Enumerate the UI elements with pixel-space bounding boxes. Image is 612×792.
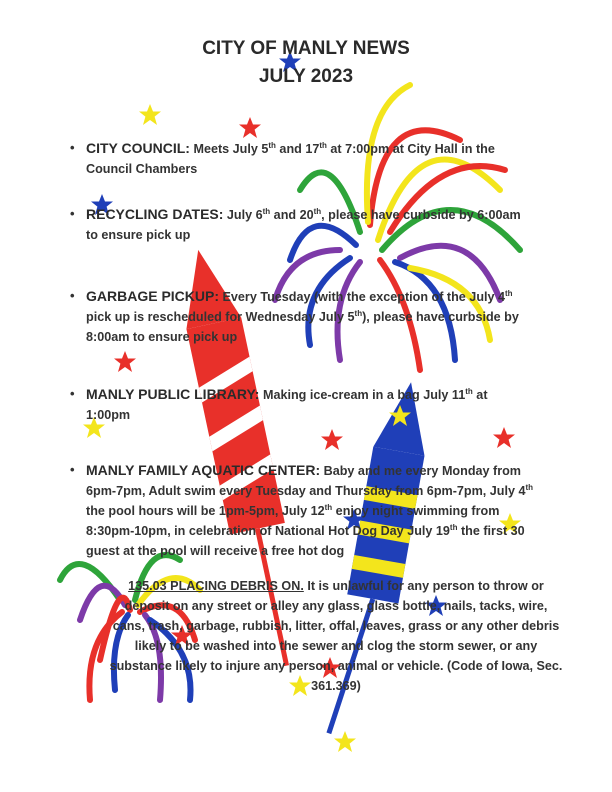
ordinal-suffix: th (324, 502, 333, 512)
ordinal-suffix: th (268, 140, 276, 150)
news-item-aquatic-center (70, 460, 534, 561)
item-heading: GARBAGE PICKUP: (86, 288, 220, 304)
item-text: Every Tuesday (with the exception of the July 4th pick up is rescheduled for Wednesday July 5th), please have curbside by 8:00am to ensure pick up (86, 288, 519, 344)
ordinal-suffix: th (525, 482, 534, 492)
ordinance-notice (108, 576, 564, 696)
ordinal-suffix: th (262, 206, 271, 216)
page-subtitle-date: JULY 2023 (258, 66, 354, 87)
bullet-icon: • (70, 140, 75, 155)
item-text: July 6th and 20th, please have curbside by 6:00am to ensure pick up (86, 206, 521, 242)
bullet-icon: • (70, 462, 75, 477)
ordinal-suffix: th (465, 386, 473, 396)
ordinal-suffix: th (313, 206, 322, 216)
ordinal-suffix: th (505, 288, 513, 298)
news-item-recycling (70, 204, 534, 245)
item-text: Meets July 5th and 17th at 7:00pm at City Hall in the Council Chambers (86, 140, 495, 176)
bullet-icon: • (70, 288, 75, 303)
ordinal-suffix: th (354, 308, 363, 318)
bullet-icon: • (70, 386, 75, 401)
item-heading: MANLY PUBLIC LIBRARY: (86, 386, 260, 402)
item-heading: MANLY FAMILY AQUATIC CENTER: (86, 462, 321, 478)
news-item-city-council (70, 138, 534, 179)
ordinance-heading: 135.03 PLACING DEBRIS ON. (128, 579, 304, 593)
item-heading: RECYCLING DATES: (86, 206, 224, 222)
item-text: Baby and me every Monday from 6pm-7pm, Adult swim every Tuesday and Thursday from 6pm-7pm, July 4th the pool hours will be 1pm-5pm, July 12th enjoy night swimming from 8:30pm-10pm, in celebration of National Hot Dog Day July 19th the first 30 guest at the pool will receive a free hot dog (86, 464, 534, 558)
news-item-garbage-pickup (70, 286, 534, 347)
ordinance-body: It is unlawful for any person to throw or deposit on any street or alley any glass, glass bottle, nails, tacks, wire, cans, trash, garbage, rubbish, litter, offal, leaves, grass or any other debris likely to be washed into the sewer and clog the storm sewer, or any substance likely to injure any person, animal or vehicle. (Code of Iowa, Sec. 361.369) (109, 579, 563, 693)
item-heading: CITY COUNCIL: (86, 140, 190, 156)
bullet-icon: • (70, 206, 75, 221)
item-text: Making ice-cream in a bag July 11th at 1:00pm (86, 386, 488, 422)
news-item-library (70, 384, 534, 425)
page-title: CITY OF MANLY NEWS (202, 38, 410, 59)
ordinal-suffix: th (449, 522, 458, 532)
ordinal-suffix: th (319, 140, 327, 150)
